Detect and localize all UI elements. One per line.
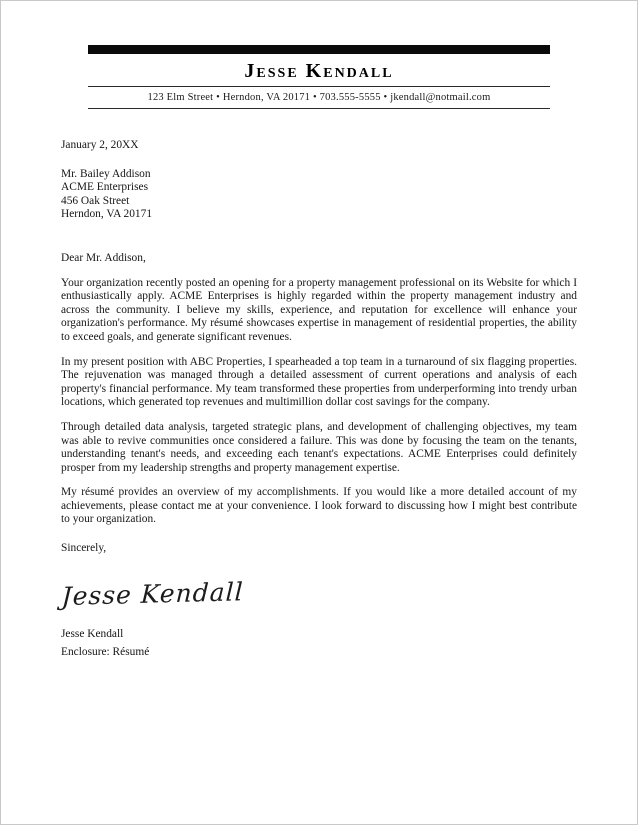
recipient-company: ACME Enterprises bbox=[61, 181, 148, 194]
recipient-name: Mr. Bailey Addison bbox=[61, 167, 151, 180]
recipient-street: 456 Oak Street bbox=[61, 194, 130, 207]
paragraph-1: Your organization recently posted an opening for a property management professional on its Website for which I enthusiastically apply. ACME Enterprises is highly regarded within the property management industry and across the community. I believe my skills, experience, and reputation for excellence will enhance your organization's performance. My résumé showcases expertise in management of residential properties, the ability to exceed goals, and generate significant revenues. bbox=[61, 276, 577, 343]
paragraph-4: My résumé provides an overview of my accomplishments. If you would like a more detailed account of my achievements, please contact me at your convenience. I look forward to discussing how I might best contribute to your organization. bbox=[61, 486, 577, 526]
letterhead bbox=[1, 45, 637, 109]
letter-date: January 2, 20XX bbox=[61, 139, 139, 151]
handwritten-signature: Jesse Kendall bbox=[61, 576, 245, 611]
letterhead-name: Jesse Kendall bbox=[244, 60, 394, 82]
letterhead-rule-top bbox=[88, 86, 550, 87]
letterhead-top-bar bbox=[88, 45, 550, 54]
paragraph-3: Through detailed data analysis, targeted strategic plans, and development of challenging objectives, my team was able to revive communities once considered a failure. This was done by focusing the team on the tenants, understanding tenant's needs, and exceeding each tenant's expectations. ACME Enterprises could definitely prosper from my leadership strengths and property management expertise. bbox=[61, 420, 577, 474]
letterhead-contact: 123 Elm Street • Herndon, VA 20171 • 703.555-5555 • jkendall@notmail.com bbox=[147, 92, 491, 103]
closing: Sincerely, bbox=[61, 542, 107, 555]
paragraph-2: In my present position with ABC Properties, I spearheaded a top team in a turnaround of six flagging properties. The rejuvenation was managed through a detailed assessment of current operations and analysis of each property's financial performance. My team transformed these properties from underperforming into trendy urban locations, which generated top revenues and multimillion dollar cost savings for the company. bbox=[61, 355, 577, 409]
enclosure-note: Enclosure: Résumé bbox=[61, 646, 150, 659]
letter-body bbox=[1, 139, 637, 660]
typed-name: Jesse Kendall bbox=[61, 627, 124, 640]
recipient-city: Herndon, VA 20171 bbox=[61, 208, 153, 221]
salutation: Dear Mr. Addison, bbox=[61, 251, 146, 264]
letterhead-rule-bottom bbox=[88, 108, 550, 109]
recipient-address-block bbox=[61, 168, 577, 222]
